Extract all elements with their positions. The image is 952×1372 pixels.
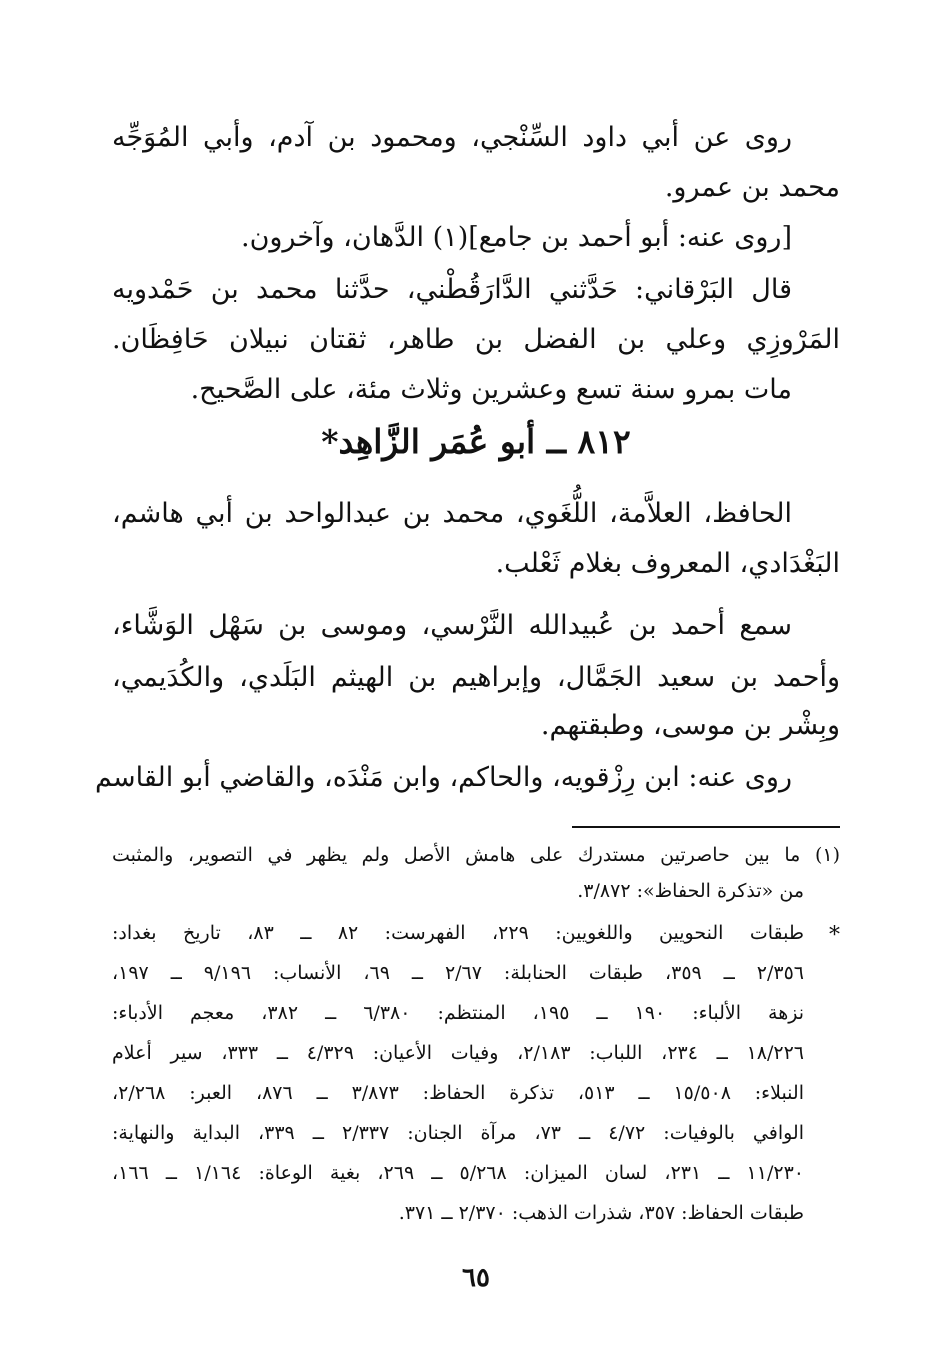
- entry-line-2: البَغْدَادي، المعروف بغلام ثَعْلب.: [495, 548, 840, 579]
- entry-line-6: روى عنه: ابن رِزْقويه، والحاكم، وابن مَنْدَه، والقاضي أبو القاسم: [95, 762, 792, 793]
- sources-line-6: الوافي بالوفيات: ٤/٧٢ ــ ٧٣، مرآة الجنان: ٢/٣٣٧ ــ ٣٣٩، البداية والنهاية:: [112, 1122, 804, 1144]
- entry-line-5: وبِشْر بن موسى، وطبقتهم.: [540, 710, 840, 741]
- body-line-1: روى عن أبي داود السِّنْجي، ومحمود بن آدم، وأبي المُوَجِّه: [112, 122, 792, 153]
- sources-line-7: ١١/٢٣٠ ــ ٢٣١، لسان الميزان: ٥/٢٦٨ ــ ٢٦٩، بغية الوعاة: ١/١٦٤ ــ ١٦٦،: [112, 1162, 804, 1184]
- body-line-2: محمد بن عمرو.: [664, 172, 840, 203]
- sources-line-3: نزهة الألباء: ١٩٠ ــ ١٩٥، المنتظم: ٦/٣٨٠ ــ ٣٨٢، معجم الأدباء:: [112, 1002, 804, 1024]
- entry-line-1: الحافظ، العلاَّمة، اللُّغَوي، محمد بن عبدالواحد بن أبي هاشم،: [112, 498, 792, 529]
- entry-heading: ٨١٢ ــ أبو عُمَر الزَّاهِد*: [321, 422, 631, 461]
- body-line-6: مات بمرو سنة تسع وعشرين وثلاث مئة، على الصَّحيح.: [190, 374, 792, 405]
- entry-line-3: سمع أحمد بن عُبيدالله النَّرْسي، وموسى بن سَهْل الوَشَّاء،: [112, 610, 792, 641]
- footnote-1-line-1: (١) ما بين حاصرتين مستدرك على هامش الأصل ولم يظهر في التصوير، والمثبت: [112, 844, 840, 866]
- sources-line-8: طبقات الحفاظ: ٣٥٧، شذرات الذهب: ٢/٣٧٠ ــ ٣٧١.: [398, 1202, 804, 1224]
- sources-line-2: ٢/٣٥٦ ــ ٣٥٩، طبقات الحنابلة: ٢/٦٧ ــ ٦٩، الأنساب: ٩/١٩٦ ــ ١٩٧،: [112, 962, 804, 984]
- entry-line-4: وأحمد بن سعيد الجَمَّال، وإبراهيم بن الهيثم البَلَدي، والكُدَيمي،: [112, 662, 840, 693]
- page-number: ٦٥: [462, 1263, 490, 1293]
- sources-line-1: طبقات النحويين واللغويين: ٢٢٩، الفهرست: ٨٢ ــ ٨٣، تاريخ بغداد:: [112, 922, 804, 944]
- sources-line-5: النبلاء: ١٥/٥٠٨ ــ ٥١٣، تذكرة الحفاظ: ٣/٨٧٣ ــ ٨٧٦، العبر: ٢/٢٦٨،: [112, 1082, 804, 1104]
- footnote-1-line-2: من «تذكرة الحفاظ»: ٣/٨٧٢.: [577, 880, 804, 902]
- body-line-5: المَرْوزِي وعلي بن الفضل بن طاهر، ثقتان نبيلان حَافِظَان.: [112, 324, 840, 355]
- sources-line-4: ١٨/٢٢٦ ــ ٢٣٤، اللباب: ٢/١٨٣، وفيات الأعيان: ٤/٣٢٩ ــ ٣٣٣، سير أعلام: [112, 1042, 804, 1064]
- body-line-4: قال البَرْقاني: حَدَّثني الدَّارَقُطْني، حدَّثنا محمد بن حَمْدويه: [112, 274, 792, 305]
- footnote-star-mark: *: [829, 923, 840, 948]
- body-line-3: [روى عنه: أبو أحمد بن جامع](١) الدَّهان، وآخرون.: [240, 222, 792, 253]
- footnote-separator: [572, 826, 840, 828]
